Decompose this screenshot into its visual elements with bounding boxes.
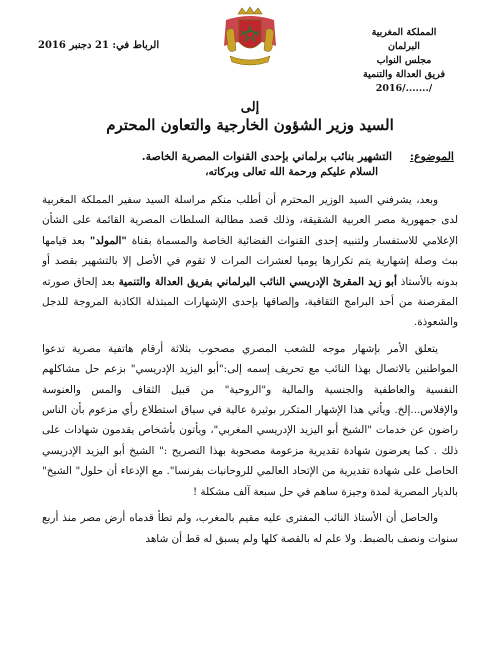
org-line-group: فريق العدالة والتنمية: [362, 69, 445, 80]
org-line-house: مجلس النواب: [376, 55, 432, 66]
paragraph-1: [42, 190, 458, 333]
org-line-parliament: البرلمان: [388, 41, 420, 52]
recipient-title: السيد وزير الشؤون الخارجية والتعاون المحترم: [106, 116, 394, 134]
letter-date: الرباط في: 21 دجنبر 2016: [38, 40, 160, 51]
paragraph-3: والحاصل أن الأستاذ النائب المفترى عليه مقيم بالمغرب، ولم تطأ قدماه أرض مصر منذ أربع سنوات ونصف بالضبط. ولا علم له بالقصة كلها ولم يسبق له قط أن شاهد: [42, 512, 458, 545]
moroccan-coat-of-arms-icon: [220, 6, 280, 70]
channel-name: "المولد": [89, 234, 127, 247]
greeting: السلام عليكم ورحمة الله تعالى وبركاته،: [205, 166, 378, 178]
paragraph-2: يتعلق الأمر بإشهار موجه للشعب المصري مصحوب بثلاثة أرقام هاتفية مصرية تدعوا المواطنين بالاتصال بهذا النائب مع تحريف إسمه إلى:"أبو اليزيد الإدريسي" بزعم حل مشاكلهم النفسية والعاطفية والجنسية والمالية و"الروحية" من قبيل الثقاف والمس والعنوسة والإفلاس...إلخ. ويأتي هذا الإشهار المتكرر بوثيرة عالية في سياق استطلاع رأي مزعوم بأن الناس راضون عن خدمات "الشيخ أبو اليزيد الإدريسي المغربي"، ويأتون بأشخاص يقدمون شهادات على ذلك . كما يعرضون شهادة تقديرية مزعومة مصحوبة بهذا التصريح :" الشيخ أبو اليزيد الإدريسي الحاصل على شهادة تقديرية من الإتحاد العالمي للروحانيات بفرنسا". مع الإدعاء أن حلول" الشيخ" بالديار المصرية لمدة وجيزة ساهم في حل سبعة آلف مشكلة !: [42, 342, 458, 498]
subject-text: التشهير بنائب برلماني بإحدى القنوات المصرية الخاصة.: [141, 150, 393, 163]
subject-label: الموضوع:: [409, 150, 454, 163]
paragraph-1-part-a: وبعد، يشرفني السيد الوزير المحترم أن أطلب منكم مراسلة السيد سفير المملكة المغربية لدى جمهورية مصر العربية الشقيقة، وذلك قصد مطالبة السلطات المصرية القائمة على الشأن الإعلامي للاستفسار ولتنبيه إحدى القنوات الفضائية الخاصة والمسماة بقناة: [42, 194, 458, 247]
subject-line: [34, 150, 454, 163]
reference-number: 2016/......./: [375, 83, 433, 94]
org-line-kingdom: المملكة المغربية: [371, 27, 437, 38]
deputy-name: أبو زيد المقرئ الإدريسي النائب البرلماني بفريق العدالة والتنمية: [118, 275, 397, 288]
paragraph-1-part-c: بعد إلحاق صورته المقرصنة من أحد البرامج الثقافية، وإلصاقها بإحدى الإشهارات المبتذلة الكاذبة المروجة للدجل والشعوذة.: [42, 275, 458, 329]
letter-body: [42, 190, 458, 646]
paragraph-1-part-b: بعد قيامها ببث وصلة إشهارية يتم تكرارها يوميا لعشرات المرات لا تقوم في الأصل إلا بالتشهير بقصد أو بدونه بالأستاذ: [42, 234, 458, 288]
to-label: إلى: [240, 100, 260, 115]
letterhead-organization: [334, 26, 474, 96]
